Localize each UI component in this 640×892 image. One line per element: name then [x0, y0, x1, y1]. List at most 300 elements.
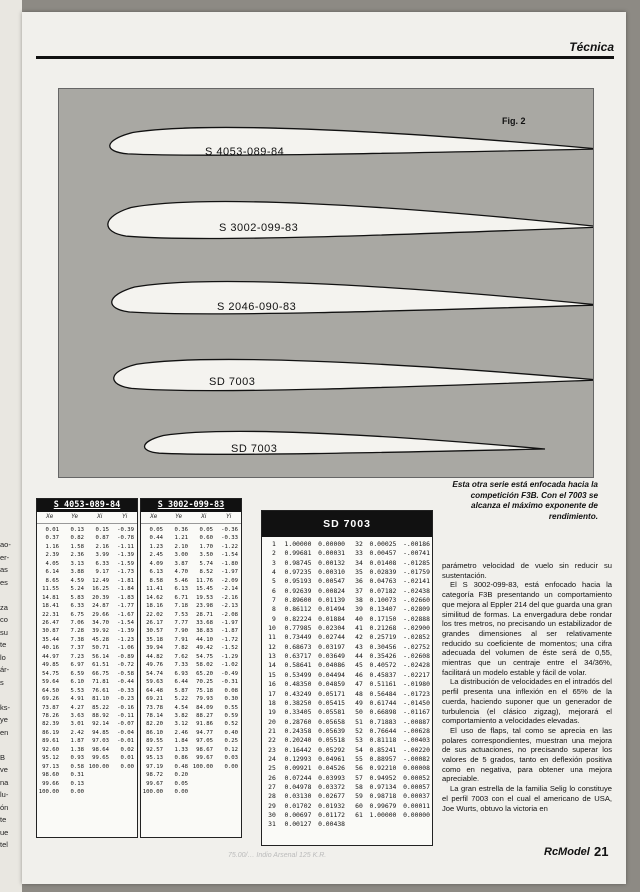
table-cell: 6.93	[174, 670, 188, 677]
table-cell: 44.82	[146, 653, 163, 660]
table-cell: 7.53	[174, 611, 188, 618]
table-cell: 52	[355, 726, 363, 735]
table-cell: 64.50	[42, 687, 59, 694]
previous-page-fragment: B	[0, 752, 6, 762]
table-cell: 3.12	[174, 721, 188, 728]
table-cell: -1.06	[117, 645, 134, 652]
table-cell: 0.51161	[369, 680, 397, 689]
table-cell: 76.61	[92, 687, 109, 694]
table-row	[37, 670, 137, 678]
table-cell: -0.78	[117, 535, 134, 542]
table-cell: 7.91	[174, 636, 188, 643]
table-cell: 6.44	[174, 679, 188, 686]
table-cell: 50	[355, 708, 363, 717]
table-cell: -1.29	[221, 653, 238, 660]
table-cell: 89.61	[42, 738, 59, 745]
table-cell: 43	[355, 642, 363, 651]
table-cell: 0.01139	[318, 596, 346, 605]
table-cell: -0.11	[117, 712, 134, 719]
table-title: SD 7003	[262, 511, 432, 537]
table-row	[37, 695, 137, 703]
table-cell: 0.82224	[284, 614, 312, 623]
table-cell: 4.09	[149, 560, 163, 567]
table-cell: 0.20	[174, 772, 188, 779]
table-cell: 3.82	[174, 712, 188, 719]
table-cell: 12	[268, 642, 276, 651]
table-body	[262, 537, 432, 830]
table-cell: 26.17	[146, 619, 163, 626]
table-cell: 7.62	[174, 653, 188, 660]
table-cell: 3.00	[174, 552, 188, 559]
page-number: 21	[594, 844, 609, 859]
previous-page-fragment: te	[0, 640, 7, 649]
previous-page-fragment: ón	[0, 802, 9, 812]
table-cell: 47	[355, 680, 363, 689]
table-cell: 0.00025	[369, 540, 397, 548]
column-header: Yi	[225, 514, 232, 520]
table-cell: -1.54	[117, 619, 134, 626]
table-cell: 7.18	[174, 603, 188, 610]
table-cell: -.02660	[403, 596, 430, 605]
table-cell: 0.16442	[284, 745, 312, 754]
previous-page-fragment: ve	[0, 765, 8, 774]
table-cell: 0.24358	[284, 726, 312, 735]
table-row	[141, 670, 241, 678]
table-s4053	[36, 498, 138, 838]
table-cell: -1.67	[117, 611, 134, 618]
table-cell: 54.74	[146, 670, 163, 677]
table-cell: 97.13	[42, 763, 59, 770]
table-cell	[191, 771, 216, 779]
table-cell: -0.04	[117, 729, 134, 736]
table-row	[37, 678, 137, 686]
table-cell: 3.87	[174, 560, 188, 567]
table-cell: -1.02	[221, 662, 238, 669]
table-cell: 2.39	[45, 552, 59, 559]
table-cell: 61	[355, 810, 363, 819]
table-cell: 0.12	[224, 746, 238, 753]
table-row	[37, 780, 137, 788]
table-row	[37, 704, 137, 712]
table-cell: 0.61744	[369, 698, 397, 707]
table-cell: 6.75	[70, 611, 84, 618]
table-cell: 34	[355, 558, 363, 567]
table-cell: 78.14	[146, 712, 163, 719]
table-cell: 4.05	[45, 560, 59, 567]
table-cell: 0.76644	[369, 726, 397, 735]
table-cell: 0.44	[149, 535, 163, 542]
table-cell: 97.19	[146, 763, 163, 770]
table-row	[141, 720, 241, 728]
table-cell: 82.39	[42, 721, 59, 728]
table-row	[141, 602, 241, 610]
table-cell: 0.58641	[284, 661, 312, 670]
table-cell: -.02217	[403, 670, 430, 679]
table-cell: 0.05292	[318, 745, 346, 754]
table-cell: 5.87	[174, 687, 188, 694]
table-cell: 0.43249	[284, 689, 312, 698]
table-cell: 81.10	[92, 696, 109, 703]
table-cell: 2.10	[174, 543, 188, 550]
table-cell: 0.05658	[318, 717, 346, 726]
table-cell: 45	[355, 661, 363, 670]
table-cell: 49.42	[196, 645, 213, 652]
table-cell: 91.86	[196, 721, 213, 728]
column-header: Ye	[70, 514, 78, 520]
table-row	[37, 661, 137, 669]
table-cell: 4.59	[70, 577, 84, 584]
table-cell: 0.04494	[318, 670, 346, 679]
table-cell	[191, 788, 216, 796]
table-cell: 4	[272, 568, 276, 577]
table-cell: 7.77	[174, 619, 188, 626]
table-cell: 0.17150	[369, 614, 397, 623]
table-row	[37, 788, 137, 796]
table-cell	[349, 820, 363, 829]
table-cell: 0.05171	[318, 689, 346, 698]
table-cell: 5.22	[174, 696, 188, 703]
table-cell: 35.18	[146, 636, 163, 643]
table-cell	[112, 788, 137, 796]
table-cell: -.00082	[403, 754, 430, 763]
table-cell: 39	[355, 605, 363, 614]
table-cell: -0.58	[117, 670, 134, 677]
table-cell: 0.86	[174, 755, 188, 762]
table-cell: 0.40	[224, 729, 238, 736]
table-cell: 18.41	[42, 603, 59, 610]
table-cell: 21	[268, 726, 276, 735]
table-row	[141, 763, 241, 771]
table-cell: 2.42	[70, 729, 84, 736]
table-cell: 3	[272, 558, 276, 567]
table-body	[37, 524, 137, 797]
table-row	[264, 755, 430, 764]
table-row	[141, 754, 241, 762]
table-row	[264, 708, 430, 717]
table-cell: 1.58	[70, 543, 84, 550]
table-cell: 0.92639	[284, 586, 312, 595]
table-cell: 35.44	[42, 636, 59, 643]
table-cell: 0.45837	[369, 670, 397, 679]
table-row	[37, 644, 137, 652]
table-cell: 0.56484	[369, 689, 397, 698]
table-cell: 1.16	[45, 543, 59, 550]
table-cell: 0.82	[70, 535, 84, 542]
airfoil-outline	[112, 282, 593, 314]
table-cell: 60	[355, 801, 363, 810]
table-cell: 24.87	[92, 603, 109, 610]
airfoil-name: S 2046-090-83	[217, 301, 297, 313]
previous-page-fragment: ye	[0, 715, 8, 724]
table-cell: -0.44	[117, 679, 134, 686]
table-cell: 0.98745	[284, 558, 312, 567]
table-cell: 0.25719	[369, 633, 397, 642]
table-header	[141, 512, 241, 524]
table-cell: 48	[355, 689, 363, 698]
table-cell: 1.70	[199, 543, 213, 550]
table-cell: 94.85	[92, 729, 109, 736]
table-cell: 0.85241	[369, 745, 397, 754]
table-cell: 99.65	[92, 755, 109, 762]
table-cell: 0.00011	[403, 801, 430, 810]
table-cell: 2.45	[149, 552, 163, 559]
table-cell	[191, 780, 216, 788]
table-cell: 0.04859	[318, 680, 346, 689]
table-cell: 0.15	[95, 527, 109, 533]
table-cell: 38.83	[196, 628, 213, 635]
table-cell: 92.14	[92, 721, 109, 728]
previous-page-fragment: lo	[0, 652, 6, 662]
table-cell: -1.81	[117, 577, 134, 584]
previous-page-fragment: es	[0, 577, 8, 587]
table-cell: 54.75	[196, 653, 213, 660]
table-row	[264, 652, 430, 661]
table-cell: 0.01	[45, 527, 59, 533]
table-row	[264, 736, 430, 745]
table-row	[264, 633, 430, 642]
table-cell: 0.00037	[403, 792, 430, 801]
table-cell: 100.00	[88, 763, 109, 770]
table-cell: 5.74	[199, 560, 213, 567]
table-row	[264, 559, 430, 568]
table-row	[264, 615, 430, 624]
table-cell: 33	[355, 549, 363, 558]
table-cell: 2	[272, 549, 276, 558]
airfoil-name: S 4053-089-84	[205, 146, 285, 158]
table-cell	[396, 820, 430, 829]
table-row	[264, 549, 430, 558]
table-cell: 7.90	[174, 628, 188, 635]
table-cell: 0.03130	[284, 792, 312, 801]
table-cell: 0.00310	[318, 568, 346, 577]
table-cell: -1.54	[221, 552, 238, 559]
table-cell: -0.36	[221, 527, 238, 533]
table-row	[264, 802, 430, 811]
table-cell: 8.52	[199, 569, 213, 576]
table-cell: -1.73	[117, 569, 134, 576]
table-row	[37, 754, 137, 762]
table-row	[37, 771, 137, 779]
table-cell: 0.01884	[318, 614, 346, 623]
table-cell: 0.00000	[403, 810, 430, 819]
table-cell: 61.51	[92, 662, 109, 669]
table-cell: 12.49	[92, 577, 109, 584]
paragraph: parámetro velocidad de vuelo sin reducir su sustentación.	[442, 561, 612, 580]
table-cell: -1.97	[221, 569, 238, 576]
table-cell: -1.59	[117, 560, 134, 567]
table-row	[264, 596, 430, 605]
table-row	[264, 820, 430, 829]
table-row	[141, 636, 241, 644]
table-row	[37, 526, 137, 534]
table-cell: 0.87	[95, 535, 109, 542]
table-row	[141, 661, 241, 669]
table-cell: 0.20240	[284, 736, 312, 745]
table-cell: 34.70	[92, 619, 109, 626]
table-cell: 4.54	[174, 704, 188, 711]
header-rule	[36, 56, 614, 59]
table-cell: 0.01494	[318, 605, 346, 614]
table-cell: 0.31	[70, 772, 84, 779]
table-row	[264, 699, 430, 708]
table-row	[37, 763, 137, 771]
table-row	[141, 619, 241, 627]
table-cell: 5.83	[70, 594, 84, 601]
table-row	[37, 737, 137, 745]
previous-page-fragment: ks-	[0, 702, 10, 712]
table-cell: 7.23	[70, 653, 84, 660]
table-cell: 0.00031	[318, 549, 346, 558]
table-cell: 56.14	[92, 653, 109, 660]
table-row	[37, 636, 137, 644]
table-cell: 11.76	[196, 577, 213, 584]
table-row	[264, 568, 430, 577]
table-cell: -0.49	[221, 670, 238, 677]
table-cell: 37	[355, 586, 363, 595]
table-cell: 0.35426	[369, 652, 397, 661]
previous-page-fragment: za	[0, 602, 8, 612]
table-cell: 44.10	[196, 636, 213, 643]
table-cell: 4.91	[70, 696, 84, 703]
table-cell: -1.72	[221, 636, 238, 643]
table-cell: 5	[272, 577, 276, 586]
table-cell: 16	[268, 680, 276, 689]
table-row	[264, 577, 430, 586]
table-cell: -1.83	[117, 594, 134, 601]
table-cell: 0.12993	[284, 754, 312, 763]
table-cell: 17	[268, 689, 276, 698]
airfoil-figure	[58, 88, 594, 478]
table-cell: -1.97	[221, 619, 238, 626]
table-cell: -.00887	[403, 717, 430, 726]
table-cell: -0.31	[221, 679, 238, 686]
table-cell: 86.10	[146, 729, 163, 736]
table-cell: 1.23	[149, 543, 163, 550]
table-row	[264, 605, 430, 614]
table-cell: 28.71	[196, 611, 213, 618]
figure-caption: Esta otra serie está enfocada hacia la competición F3B. Con el 7003 se alcanza el máximo exponente de rendimiento.	[452, 480, 598, 521]
table-cell: 92.57	[146, 746, 163, 753]
table-cell: 59.64	[42, 679, 59, 686]
column-header: Ye	[174, 514, 182, 520]
previous-page-fragment: en	[0, 727, 9, 737]
table-cell: 31	[268, 820, 276, 829]
table-cell: 85.22	[92, 704, 109, 711]
table-cell: 45.28	[92, 636, 109, 643]
table-cell: 11.41	[146, 586, 163, 593]
table-cell: 0.37	[45, 535, 59, 542]
table-cell: 69.26	[42, 696, 59, 703]
table-cell: 0.28760	[284, 717, 312, 726]
table-cell: 55	[355, 754, 363, 763]
previous-page-fragment: co	[0, 615, 8, 624]
table-row	[141, 560, 241, 568]
table-cell: 38	[355, 596, 363, 605]
table-cell: 0.00697	[284, 810, 312, 819]
table-cell: -.00741	[403, 549, 430, 558]
table-cell: 0.99681	[284, 549, 312, 558]
table-cell: -.00403	[403, 736, 430, 745]
table-cell: 65.20	[196, 670, 213, 677]
table-cell: 49.76	[146, 662, 163, 669]
table-cell: 78.26	[42, 712, 59, 719]
table-row	[264, 624, 430, 633]
table-cell: 0.52	[224, 721, 238, 728]
table-cell: 3.88	[70, 569, 84, 576]
table-cell: 14.81	[42, 594, 59, 601]
table-cell: 0.89600	[284, 596, 312, 605]
table-cell: 0.58	[70, 763, 84, 770]
table-row	[141, 627, 241, 635]
table-cell: 40	[355, 614, 363, 623]
table-cell: 99.66	[42, 780, 59, 787]
table-cell: -.02752	[403, 642, 430, 651]
table-cell: -0.39	[117, 527, 134, 533]
table-cell: 0.93	[70, 755, 84, 762]
table-cell: 3.01	[70, 721, 84, 728]
table-cell: 0.07182	[369, 586, 397, 595]
table-cell: 0.92210	[369, 764, 397, 773]
column-header: Yi	[121, 514, 128, 520]
table-cell: -.02141	[403, 577, 430, 586]
table-row	[141, 585, 241, 593]
table-cell: 0.00457	[369, 549, 397, 558]
table-cell: 0.00132	[318, 558, 346, 567]
previous-page-fragment: s	[0, 677, 4, 687]
table-cell: 3.99	[95, 552, 109, 559]
table-cell: 0.13	[70, 780, 84, 787]
table-row	[37, 602, 137, 610]
table-cell: 0.01932	[318, 801, 346, 810]
table-row	[37, 594, 137, 602]
table-cell: 58	[355, 782, 363, 791]
table-cell: 1.84	[174, 738, 188, 745]
table-cell: -1.23	[117, 636, 134, 643]
table-cell: 0.88957	[369, 754, 397, 763]
table-cell: 86.19	[42, 729, 59, 736]
table-cell: 0.08	[224, 687, 238, 694]
table-cell: 1.87	[70, 738, 84, 745]
table-row	[264, 587, 430, 596]
previous-page-fragment: lu-	[0, 790, 9, 799]
table-row	[141, 712, 241, 720]
table-cell: 92.60	[42, 746, 59, 753]
table-row	[264, 718, 430, 727]
table-cell: 73.78	[146, 704, 163, 711]
table-cell: 6.13	[174, 586, 188, 593]
table-cell: 3.13	[70, 560, 84, 567]
table-cell: 0.02839	[369, 568, 397, 577]
table-cell: 0.01408	[369, 558, 397, 567]
table-cell: -2.14	[221, 586, 238, 593]
table-cell: 99.67	[196, 755, 213, 762]
table-cell: 0.04086	[318, 661, 346, 670]
table-cell: 20.39	[92, 594, 109, 601]
previous-page-fragment: tel	[0, 840, 8, 849]
table-cell: 95.12	[42, 755, 59, 762]
figure-label: Fig. 2	[502, 116, 526, 126]
table-cell: -2.13	[221, 603, 238, 610]
table-cell: 39.94	[146, 645, 163, 652]
airfoil-name: SD 7003	[209, 376, 256, 388]
table-cell: 0.03993	[318, 773, 346, 782]
table-cell: -0.07	[117, 721, 134, 728]
paragraph: El S 3002-099-83, está enfocado hacia la categoría F3B presentando un comportamiento que mejora al Eppler 214 del que guarda una gran similitud de formas. La envergadura debe rondar los tres metros, no precisando un estabilizador de grandes dimensiones al ser relativamente reducido su coeficiente de momentos; una cifra adecuada del volumen de éste será de 0,55, mientras que un centraje entre el 34/36%, facilitará un modelo estable y fácil de volar.	[442, 580, 612, 677]
table-cell: 3.63	[70, 712, 84, 719]
table-cell: -0.23	[117, 696, 134, 703]
table-cell: 14	[268, 661, 276, 670]
table-cell: -0.72	[117, 662, 134, 669]
